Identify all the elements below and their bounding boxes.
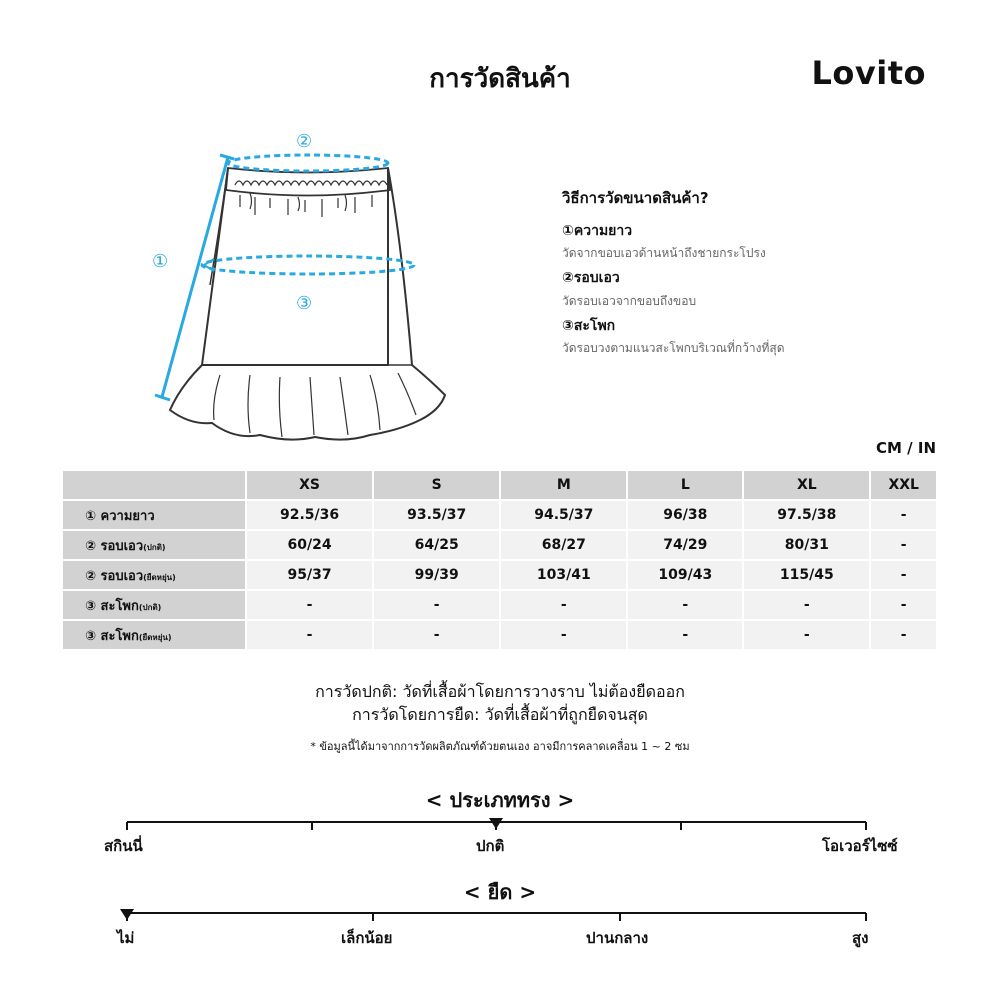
table-cell: - — [744, 621, 869, 649]
table-cell: 93.5/37 — [374, 501, 499, 529]
table-cell: 115/45 — [744, 561, 869, 589]
measure-waist-desc: วัดรอบเอวจากขอบถึงขอบ — [562, 294, 697, 308]
fit-label-oversize: โอเวอร์ไซซ์ — [822, 837, 898, 855]
row-label: ③ สะโพก(ปกติ) — [63, 591, 245, 619]
size-header: L — [628, 471, 742, 499]
row-label: ② รอบเอว(ยืดหยุ่น) — [63, 561, 245, 589]
table-cell: 95/37 — [247, 561, 372, 589]
table-row — [63, 621, 936, 649]
hip-measure-ellipse — [202, 256, 414, 274]
hip-marker: ③ — [296, 293, 313, 314]
note-stretch-measure: การวัดโดยการยืด: วัดที่เสื้อผ้าที่ถูกยืดจนสุด — [352, 705, 648, 724]
measure-hip-label: ③สะโพก — [562, 318, 616, 334]
row-label: ① ความยาว — [63, 501, 245, 529]
table-cell: 94.5/37 — [501, 501, 626, 529]
fit-scale-title: < ประเภททรง > — [425, 788, 575, 812]
how-to-title: วิธีการวัดขนาดสินค้า? — [562, 189, 709, 207]
table-cell: 103/41 — [501, 561, 626, 589]
fit-scale-line — [0, 812, 1000, 832]
table-corner — [63, 471, 245, 499]
stretch-scale-title: < ยืด > — [463, 880, 537, 904]
unit-label: CM / IN — [876, 439, 936, 457]
table-cell: 96/38 — [628, 501, 742, 529]
table-cell: - — [744, 591, 869, 619]
measure-waist-label: ②รอบเอว — [562, 270, 620, 286]
table-cell: 99/39 — [374, 561, 499, 589]
row-label: ② รอบเอว(ปกติ) — [63, 531, 245, 559]
measure-length-label: ①ความยาว — [562, 223, 633, 239]
table-cell: 68/27 — [501, 531, 626, 559]
table-cell: - — [628, 621, 742, 649]
size-header-row — [63, 471, 936, 499]
table-cell: 74/29 — [628, 531, 742, 559]
table-row — [63, 501, 936, 529]
table-cell: 64/25 — [374, 531, 499, 559]
table-cell: - — [871, 621, 936, 649]
fit-label-regular: ปกติ — [476, 837, 505, 855]
size-table — [61, 469, 938, 651]
table-cell: 97.5/38 — [744, 501, 869, 529]
size-header: M — [501, 471, 626, 499]
size-header: XS — [247, 471, 372, 499]
table-cell: - — [374, 621, 499, 649]
skirt-diagram — [140, 125, 460, 450]
stretch-label-medium: ปานกลาง — [586, 929, 649, 947]
size-header: XXL — [871, 471, 936, 499]
table-cell: - — [871, 501, 936, 529]
table-cell: - — [501, 621, 626, 649]
length-marker: ① — [152, 251, 169, 272]
waist-marker: ② — [296, 131, 313, 152]
brand-logo: Lovito — [811, 54, 926, 92]
table-cell: 109/43 — [628, 561, 742, 589]
table-cell: - — [247, 591, 372, 619]
table-cell: - — [374, 591, 499, 619]
table-cell: 92.5/36 — [247, 501, 372, 529]
stretch-scale-line — [0, 903, 1000, 923]
table-cell: - — [501, 591, 626, 619]
stretch-selected-marker — [120, 909, 134, 920]
stretch-label-high: สูง — [852, 929, 869, 947]
measure-length-desc: วัดจากขอบเอวด้านหน้าถึงชายกระโปรง — [562, 246, 766, 260]
stretch-label-none: ไม่ — [117, 929, 135, 947]
table-row — [63, 531, 936, 559]
waist-measure-ellipse — [228, 155, 388, 171]
stretch-label-slight: เล็กน้อย — [341, 929, 393, 947]
table-cell: - — [871, 531, 936, 559]
table-cell: - — [871, 561, 936, 589]
fit-selected-marker — [489, 818, 503, 829]
page-title: การวัดสินค้า — [429, 64, 571, 94]
table-row — [63, 591, 936, 619]
fit-label-skinny: สกินนี่ — [104, 837, 143, 855]
row-label: ③ สะโพก(ยืดหยุ่น) — [63, 621, 245, 649]
size-header: XL — [744, 471, 869, 499]
ruffle-hem — [170, 365, 445, 440]
table-row — [63, 561, 936, 589]
length-measure-line — [162, 157, 228, 397]
size-header: S — [374, 471, 499, 499]
note-normal-measure: การวัดปกติ: วัดที่เสื้อผ้าโดยการวางราบ ไม่ต้องยืดออก — [315, 682, 685, 701]
measure-hip-desc: วัดรอบวงตามแนวสะโพกบริเวณที่กว้างที่สุด — [562, 341, 785, 355]
table-cell: 80/31 — [744, 531, 869, 559]
table-cell: - — [871, 591, 936, 619]
table-cell: 60/24 — [247, 531, 372, 559]
note-disclaimer: * ข้อมูลนี้ได้มาจากการวัดผลิตภัณฑ์ด้วยตนเอง อาจมีการคลาดเคลื่อน 1 ~ 2 ซม — [310, 740, 690, 753]
table-cell: - — [628, 591, 742, 619]
skirt-body-outline — [202, 168, 388, 365]
table-cell: - — [247, 621, 372, 649]
